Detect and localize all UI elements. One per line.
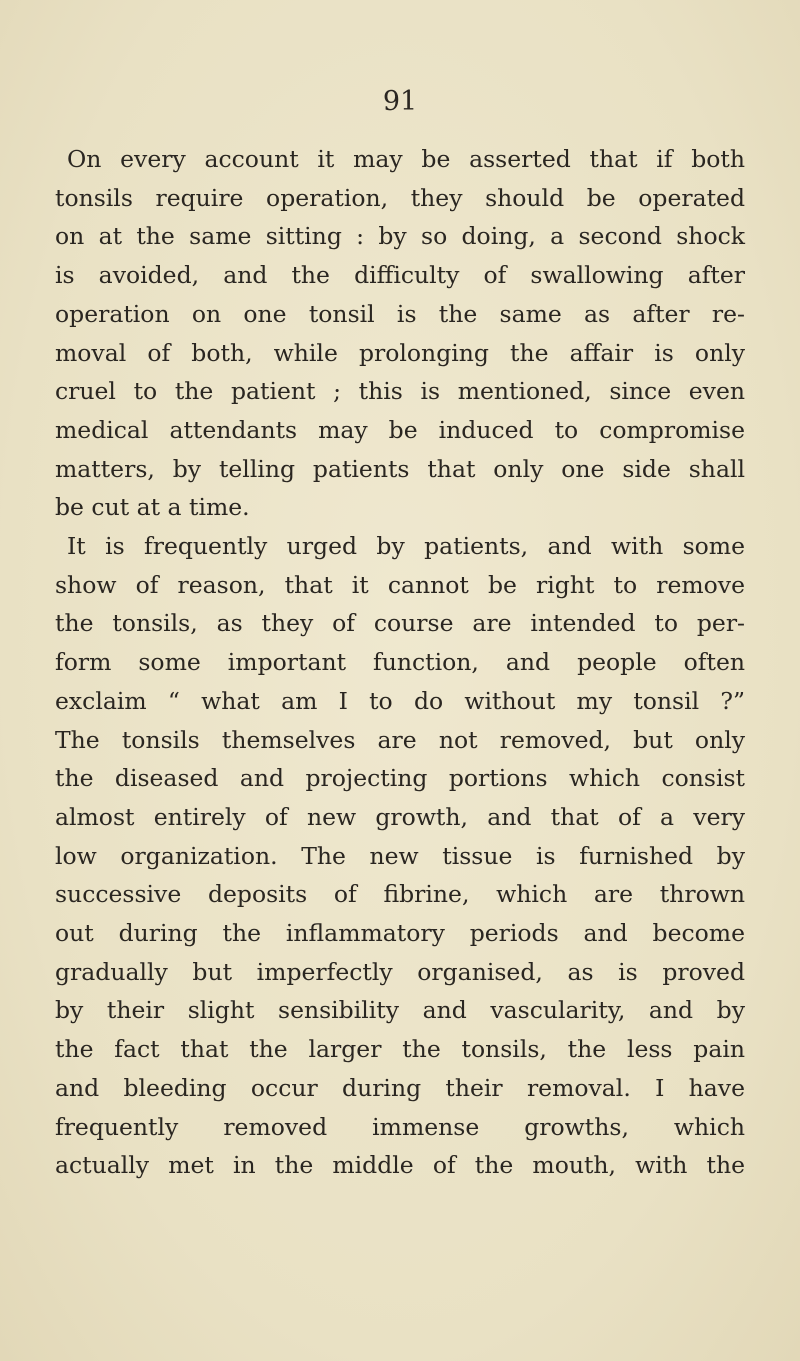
text-line: frequently removed immense growths, which: [55, 1112, 745, 1141]
page-number: 91: [382, 86, 418, 117]
text-line: almost entirely of new growth, and that of a very: [55, 802, 745, 831]
text-line: out during the inflammatory periods and become: [55, 919, 745, 948]
text-line: show of reason, that it cannot be right to remove: [55, 570, 745, 599]
text-line: the tonsils, as they of course are intended to per-: [55, 609, 745, 638]
text-line: and bleeding occur during their removal. I have: [55, 1073, 745, 1102]
text-line: is avoided, and the difficulty of swallowing after: [55, 261, 745, 290]
text-line: medical attendants may be induced to compromise: [55, 415, 745, 444]
text-line: successive deposits of fibrine, which are thrown: [55, 880, 745, 909]
text-line: It is frequently urged by patients, and with some: [67, 532, 745, 561]
text-line: the fact that the larger the tonsils, the less pain: [55, 1035, 745, 1064]
text-line: matters, by telling patients that only one side shall: [55, 454, 745, 483]
text-line: gradually but imperfectly organised, as is proved: [55, 957, 745, 986]
text-line: tonsils require operation, they should be operated: [55, 183, 745, 212]
body-text: [55, 140, 745, 1185]
text-line: on at the same sitting : by so doing, a second shock: [55, 222, 745, 251]
text-line: by their slight sensibility and vascularity, and by: [55, 996, 745, 1025]
text-line: exclaim “ what am I to do without my tonsil ?”: [55, 686, 745, 715]
text-line: On every account it may be asserted that if both: [67, 145, 745, 173]
text-line: the diseased and projecting portions which consist: [55, 764, 745, 793]
text-line: actually met in the middle of the mouth, with the: [55, 1151, 745, 1180]
text-line: be cut at a time.: [55, 493, 250, 522]
text-line: The tonsils themselves are not removed, but only: [55, 725, 745, 754]
text-line: operation on one tonsil is the same as after re-: [55, 299, 745, 328]
text-line: moval of both, while prolonging the affair is only: [55, 338, 745, 367]
text-line: form some important function, and people often: [55, 648, 745, 677]
text-line: low organization. The new tissue is furnished by: [55, 841, 745, 870]
text-line: cruel to the patient ; this is mentioned, since even: [55, 377, 745, 406]
